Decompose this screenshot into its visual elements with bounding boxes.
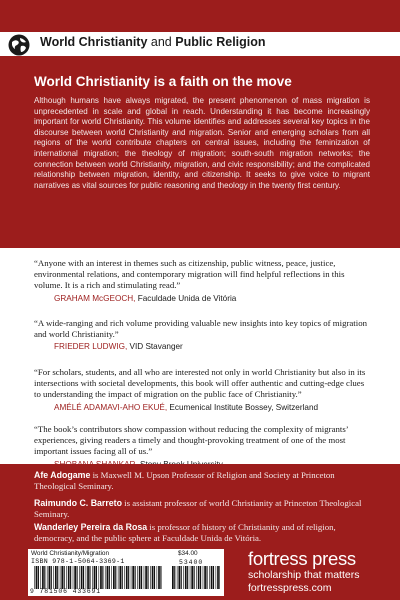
editor-bio: Raimundo C. Barreto is assistant professor of world Christianity at Princeton Theological Seminary. [34, 498, 362, 519]
endorsement-attribution: FRIEDER LUDWIG, VID Stavanger [54, 342, 183, 352]
publisher-tagline: scholarship that matters [248, 569, 360, 581]
back-cover-headline: World Christianity is a faith on the move [34, 74, 292, 89]
publisher-name: fortress press [248, 548, 356, 569]
endorsement-quote: “The book’s contributors show compassion without reducing the complexity of migrants’ experiences, giving readers a timely and thought-provoking treatment of one of the most important issues facing all of us.” [34, 424, 349, 457]
endorsement-attribution: GRAHAM McGEOCH, Faculdade Unida de Vitória [54, 293, 237, 303]
editor-bio: Wanderley Pereira da Rosa is professor of history of Christianity and of religion, democracy, and the public sphere at Faculdade Unida de Vitória. [34, 522, 336, 543]
endorsement [34, 424, 370, 469]
endorsement-quote: “For scholars, students, and all who are interested not only in world Christianity but also in its intersections with societal developments, this book will offer authentic and cutting-edge clues to understanding the impact of migration on the public face of Christianity.” [34, 367, 366, 400]
endorsement-quote: “Anyone with an interest in themes such as citizenship, public witness, peace, justice, environmental relations, and contemporary migration will find helpful reflections in this volume. It is a rich and stimulating read.” [34, 258, 345, 291]
subject-category: World Christianity/Migration [31, 550, 110, 557]
endorsement [34, 318, 370, 351]
book-description: Although humans have always migrated, the present phenomenon of mass migration is unprecedented in scale and global in reach. Understanding it has become increasingly important for world Christianity. This volume identifies and addresses several key topics in the discourse between world Christianity and migration. Senior and emerging scholars from all regions of the world contribute chapters on central issues, including the feminization of international migration; the theology of migration; south-south migration networks; the connection between world Christianity, migration, and civic responsibility; and the complicated relationship between migration, identity, and citizenship. It seeks to give voice to migrant narratives as vital sources for public reasoning and theology in the twenty first century. [34, 96, 370, 190]
endorsement [34, 367, 370, 412]
endorsement-quote: “A wide-ranging and rich volume providing valuable new insights into key topics of migration and world Christianity.” [34, 318, 367, 340]
addon-barcode [172, 566, 220, 589]
series-title: World Christianity and Public Religion [40, 35, 266, 49]
endorsement-attribution: AMÉLÉ ADAMAVI-AHO EKUÉ, Ecumenical Institute Bossey, Switzerland [54, 402, 319, 412]
barcode-digits: 9 781506 433691 [30, 588, 102, 595]
endorsement [34, 258, 370, 303]
ean-barcode [34, 566, 162, 589]
editor-bio: Afe Adogame is Maxwell M. Upson Professor of Religion and Society at Princeton Theological Seminary. [34, 470, 335, 491]
publisher-block [248, 549, 388, 594]
price: $34.00 [178, 550, 198, 557]
barcode-addon-digits: 53400 [179, 559, 204, 566]
globe-icon [8, 34, 30, 56]
isbn: ISBN 978-1-5064-3369-1 [31, 558, 125, 565]
barcode-label [28, 549, 224, 596]
publisher-url[interactable]: fortresspress.com [248, 582, 332, 594]
